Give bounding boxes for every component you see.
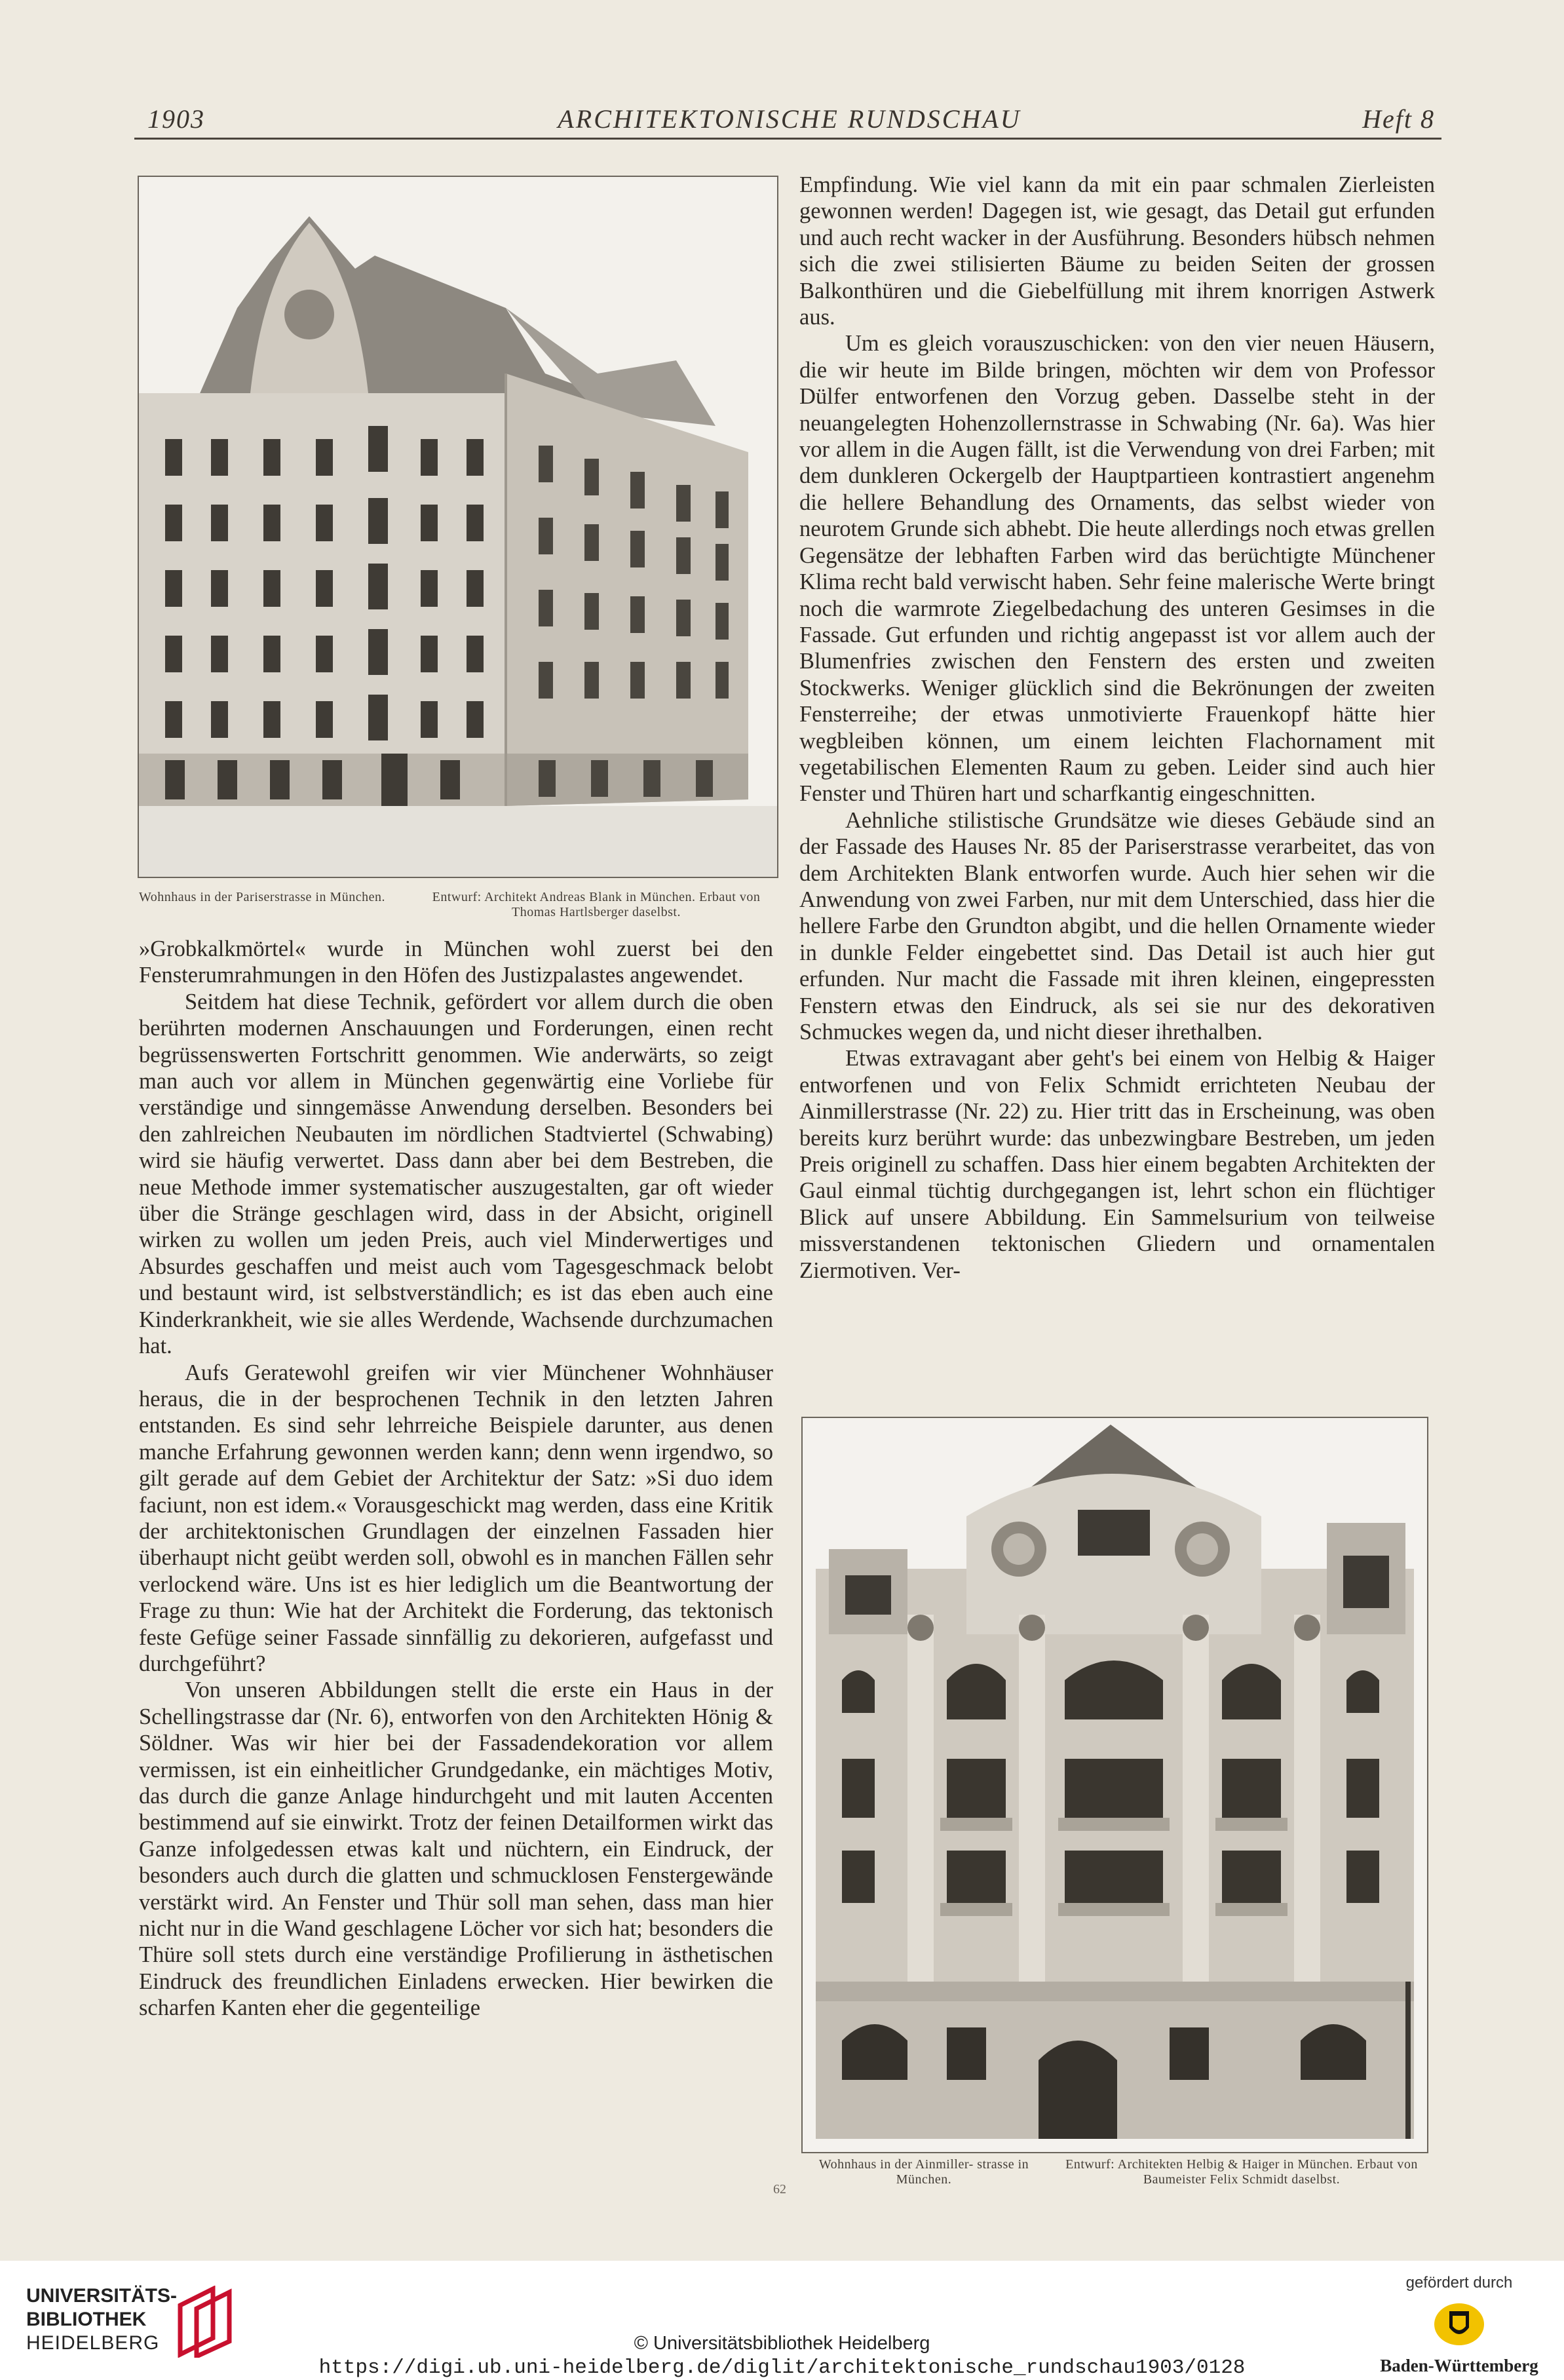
paragraph: Empfindung. Wie viel kann da mit ein paar schmalen Zierleisten gewonnen werden! Dagegen ist, wie gesagt, das Detail gut erfunden und auch recht wacker in der Ausführung. Besonders hübsch nehmen sich die zwei stilisierten Bäume zu beiden Seiten der grossen Balkonthüren und die Giebelfüllung mit ihrem knorrigen Astwerk aus. (799, 172, 1435, 330)
paragraph: Seitdem hat diese Technik, gefördert vor allem durch die oben berührten modernen Anschauungen und Forderungen, einen recht begrüssenswerten Fortschritt genommen. Wie anderwärts, so zeigt man auch vor allem in München gegenwärtig eine Vorliebe für verständige und sinngemässe Anwendung derselben. Besonders bei den zahlreichen Neubauten im nördlichen Stadtviertel (Schwabing) wird sie häufig verwertet. Dass dann aber bei dem Bestreben, die neue Methode immer systematischer auszugestalten, gar oft wieder über die Stränge geschlagen wird, dass in der Absicht, originell wirken zu wollen um jeden Preis, auch viel Minderwertiges und Absurdes geschaffen und meist auch vom Tagesgeschmack belobt und bestaunt wird, ist selbstverständlich; es ist das eben auch eine Kinderkrankheit, wie sie alles Werdende, Wachsende durchzumachen hat. (139, 989, 773, 1359)
library-name-line-2: BIBLIOTHEK (26, 2309, 147, 2330)
coat-of-arms-icon (1433, 2301, 1485, 2347)
permalink-url[interactable]: https://digi.ub.uni-heidelberg.de/diglit/architektonische_rundschau1903/0128 (318, 2356, 1246, 2379)
paragraph: Etwas extravagant aber geht's bei einem von Helbig & Haiger entworfenen und von Felix Schmidt errichteten Neubau der Ainmillerstrasse (Nr. 22) zu. Hier tritt das in Erscheinung, was oben bereits kurz berührt wurde: das unbezwingbare Bestreben, um jeden Preis originell zu schaffen. Dass hier einem begabten Architekten der Gaul einmal tüchtig durchgegangen ist, lehrt schon ein flüchtiger Blick auf unsere Abbildung. Ein Sammelsurium von teilweise missverstandenen tektonischen Gliedern und ornamentalen Ziermotiven. Ver- (799, 1046, 1435, 1283)
sponsor-block[interactable] (1374, 2274, 1544, 2379)
digitization-footer (0, 2261, 1564, 2380)
paragraph: Von unseren Abbildungen stellt die erste ein Haus in der Schellingstrasse dar (Nr. 6), entworfen von den Architekten Hönig & Söldner. Was wir hier bei der Fassadendekoration vor allem vermissen, ist ein einheitlicher Grundgedanke, ein mächtiges Motiv, das durch die ganze Anlage hindurchgeht und mit lauten Accenten bestimmend auf sie einwirkt. Trotz der feinen Detailformen wirkt das Ganze infolgedessen etwas kalt und nüchtern, ein Eindruck, der besonders auch durch die glatten und schmucklosen Fenstergewände verstärkt wird. An Fenster und Thür soll man sehen, dass man hier nicht nur in die Wand geschlagene Löcher vor sich hat; besonders die Thüre soll stets durch eine verständige Profilierung in ästhetischen Eindruck des freundlichen Einladens erwecken. Hier bewirken die scharfen Kanten eher die gegenteilige (139, 1678, 773, 2021)
paragraph: Aufs Geratewohl greifen wir vier Münchener Wohnhäuser heraus, die in der besprochenen Technik in den letzten Jahren entstanden. Es sind sehr lehrreiche Beispiele darunter, aus denen manche Erfahrung gewonnen werden kann; denn wenn irgendwo, so gilt gerade auf dem Gebiet der Architektur der Satz: »Si duo idem faciunt, non est idem.« Vorausgeschickt mag werden, dass eine Kritik der architektonischen Grundlagen der einzelnen Fassaden hier überhaupt nicht geübt werden soll, obwohl es in manchen Fällen sehr verlockend wäre. Uns ist es hier lediglich um die Beantwortung der Frage zu thun: Wie hat der Architekt die Forderung, das tektonisch feste Gefüge seiner Fassade sinnfällig zu dekorieren, aufgefasst und durchgeführt? (139, 1360, 773, 1676)
sponsor-label: gefördert durch (1405, 2274, 1513, 2292)
paragraph: Um es gleich vorauszuschicken: von den vier neuen Häusern, die wir heute im Bilde bringen, möchten wir dem von Professor Dülfer entworfenen den Vorzug geben. Dasselbe steht in der neuangelegten Hohenzollernstrasse in Schwabing (Nr. 6a). Was hier vor allem in die Augen fällt, ist die Verwendung von drei Farben; mit dem dunkleren Ockergelb der Hauptpartieen kontrastiert angenehm die hellere Behandlung des Ornaments, das selbst wieder von neurotem Grunde sich abhebt. Die heute allerdings noch etwas grellen Gegensätze der lebhaften Farben wird das berüchtigte Münchener Klima recht bald verwischt haben. Sehr feine malerische Werte bringt noch die warmrote Ziegelbedachung des unteren Gesimses in die Fassade. Gut erfunden und richtig angepasst ist vor allem auch der Blumenfries zwischen den Fenstern des ersten und zweiten Stockwerks. Weniger glücklich sind die Bekrönungen der zweiten Fensterreihe; der etwas unmotivierte Frauenkopf hätte hier wegbleiben können, um einem leichten Flachornament mit vegetabilischen Elementen Raum zu geben. Leider sind auch hier Fenster und Thüren hart und scharfkantig eingeschnitten. (799, 331, 1435, 807)
copyright-notice: © Universitätsbibliothek Heidelberg (634, 2333, 930, 2354)
right-text-column (799, 172, 1435, 1284)
photo-ainmillerstrasse-building (801, 1417, 1428, 2153)
figure-1-caption-location: Wohnhaus in der Pariserstrasse in München. (139, 890, 385, 904)
left-text-column (139, 936, 773, 2022)
issue-number: Heft 8 (1362, 104, 1435, 134)
figure-2-caption-location: Wohnhaus in der Ainmiller- strasse in München. (818, 2157, 1029, 2187)
figure-2-caption-credits: Entwurf: Architekten Helbig & Haiger in München. Erbaut von Baumeister Felix Schmidt daselbst. (1065, 2157, 1418, 2187)
journal-title: ARCHITEKTONISCHE RUNDSCHAU (558, 104, 1021, 134)
paragraph: Aehnliche stilistische Grundsätze wie dieses Gebäude sind an der Fassade des Hauses Nr. 85 der Pariserstrasse verarbeitet, das von dem Architekten Blank entworfen wurde. Auch hier sehen wir die Anwendung von zwei Farben, nur mit dem Unterschied, dass hier die hellere Farbe den Grundton abgibt, und die hellen Ornamente wieder in dunkle Felder eingebettet sind. Das Detail ist auch hier gut erfunden. Nur macht die Fassade mit ihren kleinen, eingepressten Fenstern etwas den Eindruck, als sei sie nur des dekorativen Schmuckes wegen da, und nicht dieser ihrethalben. (799, 807, 1435, 1045)
running-head (138, 104, 1441, 143)
building-illustration-2 (803, 1418, 1427, 2152)
sponsor-name: Baden-Württemberg (1380, 2356, 1538, 2375)
header-rule (134, 138, 1441, 140)
figure-1-caption-credits: Entwurf: Architekt Andreas Blank in München. Erbaut von Thomas Hartlsberger daselbst. (432, 890, 761, 919)
paragraph: »Grobkalkmörtel« wurde in München wohl zuerst bei den Fensterumrahmungen in den Höfen des Justizpalastes angewendet. (139, 936, 773, 988)
building-illustration-1 (139, 177, 777, 877)
library-name-line-1: UNIVERSITÄTS- (26, 2285, 178, 2307)
header-year: 1903 (147, 104, 205, 134)
photo-pariserstrasse-building (138, 176, 778, 878)
page-number: 62 (773, 2182, 786, 2197)
library-name-line-3: HEIDELBERG (26, 2332, 160, 2354)
